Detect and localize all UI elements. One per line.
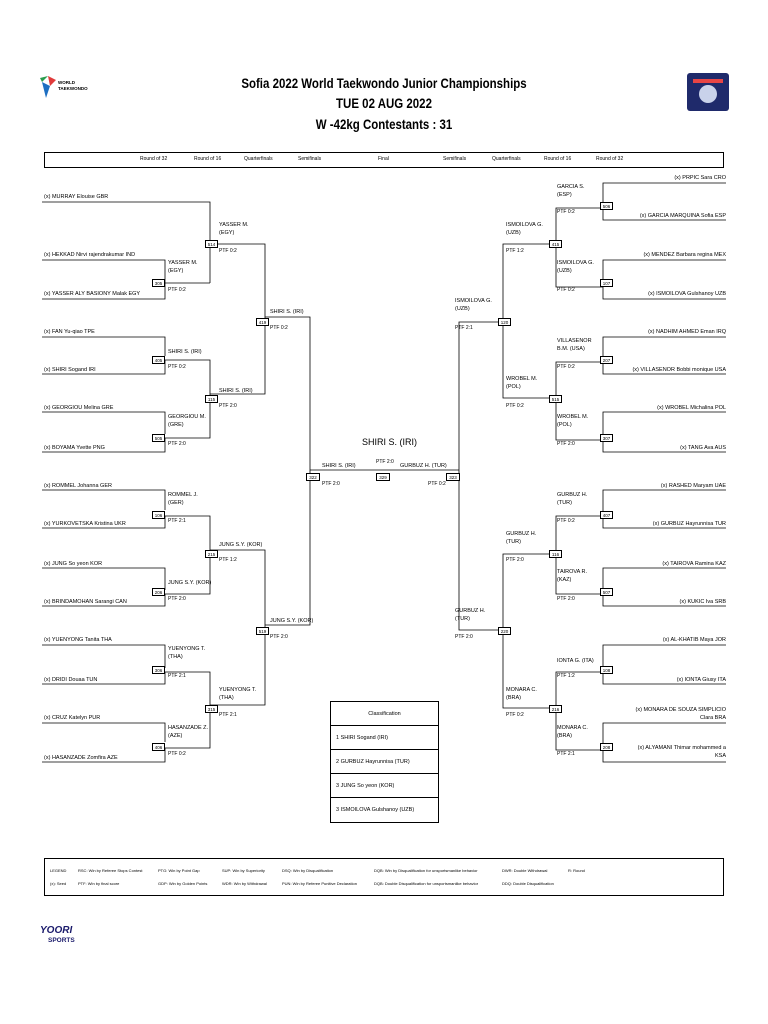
competitor-name: (x) AL-KHATIB Maya JOR bbox=[662, 637, 726, 643]
champion-name: SHIRI S. (IRI) bbox=[362, 437, 418, 447]
competitor-name: (x) FAN Yu-qiao TPE bbox=[44, 329, 95, 335]
competitor-name: (x) MURRAY Elouise GBR bbox=[44, 194, 109, 200]
winner-nation: (KAZ) bbox=[557, 577, 572, 583]
match-number: 322 bbox=[306, 473, 320, 481]
match-number: 507 bbox=[600, 588, 613, 596]
classification-row: 3 JUNG So yeon (KOR) bbox=[331, 774, 438, 798]
match-result: PTF 0:2 bbox=[557, 364, 575, 370]
wt-logo-text-1: WORLD bbox=[58, 80, 75, 85]
winner-nation: (POL) bbox=[506, 384, 521, 390]
match-number: 207 bbox=[600, 356, 613, 364]
sports-logo-text: SPORTS bbox=[48, 937, 75, 944]
winner-name: JUNG S.Y. (KOR) bbox=[270, 618, 314, 624]
winner-name: GURBUZ H. bbox=[557, 492, 588, 498]
page-category: W -42kg Contestants : 31 bbox=[315, 116, 453, 132]
winner-name: HASANZADE Z. bbox=[168, 725, 209, 731]
match-result: PTF 2:0 bbox=[557, 441, 575, 447]
competitor-name: (x) BRINDAMOHAN Sarangi CAN bbox=[44, 599, 127, 605]
match-result: PTF 2:1 bbox=[219, 712, 237, 718]
legend-item: DQB: Win by Disqualification for unsportsmanlike behavior bbox=[374, 868, 478, 873]
competitor-name: (x) HASANZADE Zomfira AZE bbox=[44, 755, 118, 761]
match-result: PTF 2:1 bbox=[455, 325, 473, 331]
competitor-name: (x) YURKOVETSKA Kristina UKR bbox=[44, 521, 126, 527]
winner-nation: (BRA) bbox=[506, 695, 521, 701]
winner-name: TAIROVA R. bbox=[557, 569, 588, 575]
winner-nation: (UZB) bbox=[455, 306, 470, 312]
yoori-logo-text: YOORI bbox=[40, 925, 73, 936]
winner-name: WROBEL M. bbox=[506, 376, 538, 382]
match-result: PTF 0:2 bbox=[557, 209, 575, 215]
match-result: PTF 2:0 bbox=[322, 481, 340, 487]
competitor-name: (x) HEKKAD Nirvi rajendrakumar IND bbox=[44, 252, 136, 258]
legend-item: WDR: Win by Withdrawal bbox=[222, 881, 267, 886]
match-number: 220 bbox=[498, 627, 511, 635]
round-header-sf-left: Semifinals bbox=[298, 156, 322, 162]
match-number: 120 bbox=[498, 318, 511, 326]
match-result: PTF 0:2 bbox=[270, 325, 288, 331]
competitor-name: (x) SHIRI Sogand IRI bbox=[44, 367, 96, 373]
competitor-name: (x) JUNG So yeon KOR bbox=[44, 561, 103, 567]
round-header-qf-left: Quarterfinals bbox=[244, 156, 273, 162]
match-result: PTF 2:0 bbox=[557, 596, 575, 602]
match-result: PTF 2:0 bbox=[168, 596, 186, 602]
match-number: 307 bbox=[600, 434, 613, 442]
winner-nation: B.M. (USA) bbox=[557, 346, 585, 352]
competitor-name: (x) RASHED Maryam UAE bbox=[660, 483, 726, 489]
winner-nation: (UZB) bbox=[557, 268, 572, 274]
competitor-name: (x) KUKIC Iva SRB bbox=[679, 599, 726, 605]
match-number: 108 bbox=[600, 666, 613, 674]
match-number: 206 bbox=[152, 588, 165, 596]
match-result: PTF 0:2 bbox=[168, 364, 186, 370]
winner-nation: (TUR) bbox=[506, 539, 521, 545]
competitor-name: (x) ISMOILOVA Gulshanoy UZB bbox=[648, 291, 726, 297]
round-header-r32-left: Round of 32 bbox=[140, 156, 168, 162]
classification-table bbox=[330, 701, 439, 823]
competitor-name: (x) VILLASENOR Bobbi monique USA bbox=[632, 367, 726, 373]
match-result: PTF 1:2 bbox=[219, 557, 237, 563]
match-result: PTF 0:2 bbox=[168, 751, 186, 757]
legend-item: PTF: Win by final score bbox=[78, 881, 120, 886]
classification-row: 2 GURBUZ Hayrunnisa (TUR) bbox=[331, 750, 438, 774]
match-number: 216 bbox=[549, 705, 562, 713]
competitor-name: (x) MENDEZ Barbara regina MEX bbox=[643, 252, 726, 258]
legend-item: LEGEND bbox=[50, 868, 67, 873]
round-header-qf-right: Quarterfinals bbox=[492, 156, 521, 162]
match-result: PTF 2:1 bbox=[168, 673, 186, 679]
round-header-final: Final bbox=[378, 156, 389, 162]
competitor-name: (x) WROBEL Michalina POL bbox=[657, 405, 726, 411]
winner-name: JUNG S.Y. (KOR) bbox=[219, 542, 263, 548]
legend-item: RSC: Win by Referee Stops Contest bbox=[78, 868, 143, 873]
competitor-name: (x) YASSER ALY BASIONY Malak EGY bbox=[44, 291, 141, 297]
match-result: PTF 2:0 bbox=[455, 634, 473, 640]
match-number: 505 bbox=[152, 434, 165, 442]
match-number: 406 bbox=[152, 743, 165, 751]
yoori-sports-logo bbox=[40, 925, 100, 949]
round-header-r32-right: Round of 32 bbox=[596, 156, 624, 162]
winner-nation: (TUR) bbox=[557, 500, 572, 506]
match-result: PTF 0:2 bbox=[557, 287, 575, 293]
match-number: 305 bbox=[152, 279, 165, 287]
wt-logo-text-2: TAEKWONDO bbox=[58, 86, 88, 91]
winner-name: YUENYONG T. bbox=[219, 687, 257, 693]
match-result: PTF 0:2 bbox=[506, 403, 524, 409]
winner-nation: (EGY) bbox=[168, 268, 184, 274]
match-result: PTF 1:2 bbox=[506, 248, 524, 254]
winner-name: GARCIA S. bbox=[557, 184, 585, 190]
match-number: 115 bbox=[205, 395, 218, 403]
page-date: TUE 02 AUG 2022 bbox=[336, 95, 432, 111]
competitor-name: (x) ALYAMANI Thimar mohammed a bbox=[637, 745, 726, 751]
competitor-name: (x) MONARA DE SOUZA SIMPLICIO bbox=[635, 707, 726, 713]
competitor-name: (x) TANG Ava AUS bbox=[680, 445, 726, 451]
winner-name: SHIRI S. (IRI) bbox=[219, 388, 253, 394]
legend-item: DWR: Double Withdrawal bbox=[502, 868, 548, 873]
match-result: PTF 2:0 bbox=[270, 634, 288, 640]
legend-item: R: Round bbox=[568, 868, 585, 873]
winner-nation: (GER) bbox=[168, 500, 184, 506]
winner-name: VILLASENOR bbox=[557, 338, 592, 344]
match-result: PTF 2:0 bbox=[168, 441, 186, 447]
final-match-number: 329 bbox=[376, 473, 390, 481]
match-number: 506 bbox=[600, 202, 613, 210]
winner-name: SHIRI S. (IRI) bbox=[168, 349, 202, 355]
match-result: PTF 2:1 bbox=[557, 751, 575, 757]
match-number: 306 bbox=[152, 666, 165, 674]
match-number: 515 bbox=[549, 395, 562, 403]
match-number: 407 bbox=[600, 511, 613, 519]
competitor-name: (x) ROMMEL Johanna GER bbox=[44, 483, 112, 489]
winner-name: YASSER M. bbox=[168, 260, 198, 266]
match-result: PTF 0:2 bbox=[557, 518, 575, 524]
legend-item: PTG: Win by Point Gap bbox=[158, 868, 200, 873]
winner-nation: (AZE) bbox=[168, 733, 183, 739]
match-result: PTF 0:2 bbox=[428, 481, 446, 487]
winner-nation: (EGY) bbox=[219, 230, 235, 236]
winner-nation: (THA) bbox=[168, 654, 183, 660]
legend-item: DQB: Double Disqualification for unsportsmanlike behavior bbox=[374, 881, 479, 886]
competitor-name: (x) PRPIC Sara CRO bbox=[674, 175, 726, 181]
competitor-name: (x) TAIROVA Ramina KAZ bbox=[662, 561, 726, 567]
winner-name: ISMOILOVA G. bbox=[455, 298, 492, 304]
match-result: PTF 2:0 bbox=[506, 557, 524, 563]
competitor-name: KSA bbox=[714, 753, 726, 759]
round-header-r16-right: Round of 16 bbox=[544, 156, 572, 162]
winner-name: GURBUZ H. bbox=[455, 608, 486, 614]
competitor-name: (x) BOYAMA Yvette PNG bbox=[44, 445, 105, 451]
competitor-name: Clara BRA bbox=[700, 715, 726, 721]
match-result: PTF 0:2 bbox=[506, 712, 524, 718]
round-header-sf-right: Semifinals bbox=[443, 156, 467, 162]
classification-row: 1 SHIRI Sogand (IRI) bbox=[331, 726, 438, 750]
competitor-name: (x) NADHIM AHMED Eman IRQ bbox=[648, 329, 726, 335]
page-title: Sofia 2022 World Taekwondo Junior Championships bbox=[241, 75, 527, 91]
winner-nation: (UZB) bbox=[506, 230, 521, 236]
match-number: 116 bbox=[549, 550, 562, 558]
match-number: 215 bbox=[205, 550, 218, 558]
competitor-name: (x) GEORGIOU Melina GRE bbox=[44, 405, 114, 411]
classification-row: 3 ISMOILOVA Gulshanoy (UZB) bbox=[336, 807, 415, 813]
competitor-name: (x) GURBUZ Hayrunnisa TUR bbox=[652, 521, 726, 527]
match-number: 519 bbox=[256, 627, 269, 635]
match-result: PTF 1:2 bbox=[557, 673, 575, 679]
semifinal-winner-left: SHIRI S. (IRI) bbox=[322, 463, 356, 469]
legend-item: SUP: Win by Superiority bbox=[222, 868, 265, 873]
winner-nation: (ESP) bbox=[557, 192, 572, 198]
match-number: 315 bbox=[205, 705, 218, 713]
competitor-name: (x) IONTA Giusy ITA bbox=[676, 677, 726, 683]
legend-box bbox=[44, 858, 724, 896]
match-number: 106 bbox=[152, 511, 165, 519]
competitor-name: (x) DRIDI Douaa TUN bbox=[44, 677, 98, 683]
match-result: PTF 0:2 bbox=[219, 248, 237, 254]
winner-name: MONARA C. bbox=[557, 725, 588, 731]
winner-name: GURBUZ H. bbox=[506, 531, 537, 537]
classification-title: Classification bbox=[331, 702, 438, 726]
winner-nation: (GRE) bbox=[168, 422, 184, 428]
match-number: 323 bbox=[446, 473, 460, 481]
winner-name: JUNG S.Y. (KOR) bbox=[168, 580, 212, 586]
round-header-r16-left: Round of 16 bbox=[194, 156, 222, 162]
winner-name: IONTA G. (ITA) bbox=[557, 658, 594, 664]
legend-item: DSQ: Win by Disqualification bbox=[282, 868, 334, 873]
winner-nation: (TUR) bbox=[455, 616, 470, 622]
match-number: 419 bbox=[256, 318, 269, 326]
match-number: 514 bbox=[205, 240, 218, 248]
legend-item: DDQ: Double Disqualification bbox=[502, 881, 554, 886]
final-result: PTF 2:0 bbox=[376, 459, 394, 465]
winner-name: WROBEL M. bbox=[557, 414, 589, 420]
competitor-name: (x) GARCIA MARQUINA Sofia ESP bbox=[639, 213, 726, 219]
match-number: 107 bbox=[600, 279, 613, 287]
winner-name: ROMMEL J. bbox=[168, 492, 198, 498]
competitor-name: (x) YUENYONG Tanita THA bbox=[44, 637, 112, 643]
match-result: PTF 2:0 bbox=[219, 403, 237, 409]
match-result: PTF 2:1 bbox=[168, 518, 186, 524]
winner-name: SHIRI S. (IRI) bbox=[270, 309, 304, 315]
winner-name: MONARA C. bbox=[506, 687, 537, 693]
winner-nation: (POL) bbox=[557, 422, 572, 428]
legend-item: PUN: Win by Referee Punitive Declaration bbox=[282, 881, 357, 886]
winner-nation: (BRA) bbox=[557, 733, 572, 739]
semifinal-winner-right: GURBUZ H. (TUR) bbox=[400, 463, 447, 469]
winner-name: GEORGIOU M. bbox=[168, 414, 206, 420]
competitor-name: (x) CRUZ Katelyn PUR bbox=[44, 715, 101, 721]
match-number: 405 bbox=[152, 356, 165, 364]
winner-name: YUENYONG T. bbox=[168, 646, 206, 652]
match-number: 208 bbox=[600, 743, 613, 751]
match-number: 415 bbox=[549, 240, 562, 248]
winner-nation: (THA) bbox=[219, 695, 234, 701]
match-result: PTF 0:2 bbox=[168, 287, 186, 293]
legend-item: GDP: Win by Golden Points bbox=[158, 881, 208, 886]
legend-item: (x): Seed bbox=[50, 881, 67, 886]
winner-name: ISMOILOVA G. bbox=[506, 222, 543, 228]
winner-name: YASSER M. bbox=[219, 222, 249, 228]
winner-name: ISMOILOVA G. bbox=[557, 260, 594, 266]
